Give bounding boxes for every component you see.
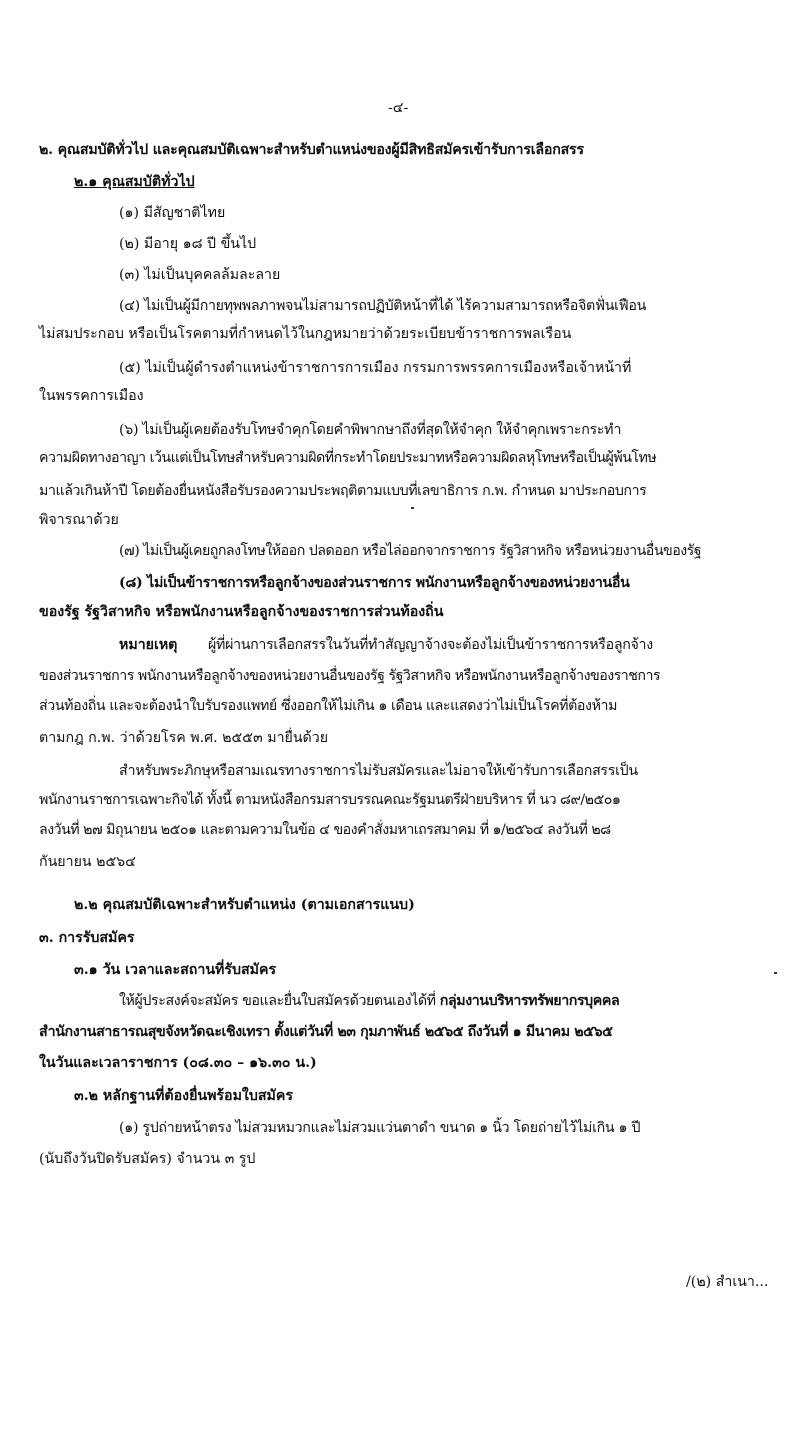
qualification-item-5-line-1: (๕) ไม่เป็นผู้ดำรงตำแหน่งข้าราชการการเมือง กรรมการพรรคการเมืองหรือเจ้าหน้าที่ (119, 360, 632, 376)
section-2-heading: ๒. คุณสมบัติทั่วไป และคุณสมบัติเฉพาะสำหรับตำแหน่งของผู้มีสิทธิสมัครเข้ารับการเลือกสรร (39, 142, 584, 158)
qualification-item-8-line-1: (๘) ไม่เป็นข้าราชการหรือลูกจ้างของส่วนราชการ พนักงานหรือลูกจ้างของหน่วยงานอื่น (119, 575, 630, 591)
qualification-item-6-line-1: (๖) ไม่เป็นผู้เคยต้องรับโทษจำคุกโดยคำพิพากษาถึงที่สุดให้จำคุก ให้จำคุกเพราะกระทำ (119, 422, 622, 438)
section-3-heading: ๓. การรับสมัคร (39, 930, 135, 946)
note-line-2: ของส่วนราชการ พนักงานหรือลูกจ้างของหน่วยงานอื่นของรัฐ รัฐวิสาหกิจ หรือพนักงานหรือลูกจ้างของราชการ (39, 668, 661, 684)
note-line-4: ตามกฎ ก.พ. ว่าด้วยโรค พ.ศ. ๒๕๕๓ มายื่นด้วย (39, 730, 329, 746)
qualification-item-6-line-2: ความผิดทางอาญา เว้นแต่เป็นโทษสำหรับความผิดที่กระทำโดยประมาทหรือความผิดลหุโทษหรือเป็นผู้พ้นโทษ (39, 450, 657, 466)
note-line-3: ส่วนท้องถิ่น และจะต้องนำใบรับรองแพทย์ ซึ่งออกให้ไม่เกิน ๑ เดือน และแสดงว่าไม่เป็นโรคที่ต้องห้าม (39, 698, 618, 714)
application-dates: ตั้งแต่วันที่ ๒๓ กุมภาพันธ์ ๒๕๖๕ ถึงวันที่ ๑ มีนาคม ๒๕๖๕ (274, 1024, 613, 1040)
section-2-1-title: ๒.๑ คุณสมบัติทั่วไป (74, 174, 195, 190)
monk-paragraph-line-1: สำหรับพระภิกษุหรือสามเณรทางราชการไม่รับสมัครและไม่อาจให้เข้ารับการเลือกสรรเป็น (119, 763, 638, 779)
qualification-item-6-line-3: มาแล้วเกินห้าปี โดยต้องยื่นหนังสือรับรองความประพฤติตามแบบที่เลขาธิการ ก.พ. กำหนด มาประกอบการ (39, 483, 647, 499)
page-number: -๔- (388, 100, 409, 116)
document-item-1-line-1: (๑) รูปถ่ายหน้าตรง ไม่สวมหมวกและไม่สวมแว่นตาดำ ขนาด ๑ นิ้ว โดยถ่ายไว้ไม่เกิน ๑ ปี (119, 1120, 641, 1136)
qualification-item-1: (๑) มีสัญชาติไทย (119, 205, 226, 221)
qualification-item-4-line-1: (๔) ไม่เป็นผู้มีกายทุพพลภาพจนไม่สามารถปฏิบัติหน้าที่ได้ ไร้ความสามารถหรือจิตฟั่นเฟือน (119, 298, 647, 314)
document-item-1-line-2: (นับถึงวันปิดรับสมัคร) จำนวน ๓ รูป (39, 1151, 256, 1167)
qualification-item-6-line-4: พิจารณาด้วย (39, 512, 119, 528)
note-line-1: ผู้ที่ผ่านการเลือกสรรในวันที่ทำสัญญาจ้างจะต้องไม่เป็นข้าราชการหรือลูกจ้าง (208, 637, 653, 653)
scan-speck (411, 507, 414, 509)
continuation-note: /(๒) สำเนา... (686, 1274, 769, 1290)
qualification-item-5-line-2: ในพรรคการเมือง (39, 388, 144, 404)
qualification-item-2: (๒) มีอายุ ๑๘ ปี ขึ้นไป (119, 236, 257, 252)
note-label: หมายเหตุ (119, 637, 178, 653)
application-place-text: ให้ผู้ประสงค์จะสมัคร ขอและยื่นใบสมัครด้วยตนเองได้ที่ (119, 993, 436, 1009)
qualification-item-3: (๓) ไม่เป็นบุคคลล้มละลาย (119, 267, 281, 283)
qualification-item-8-line-2: ของรัฐ รัฐวิสาหกิจ หรือพนักงานหรือลูกจ้างของราชการส่วนท้องถิ่น (39, 604, 444, 620)
section-2-2-title: ๒.๒ คุณสมบัติเฉพาะสำหรับตำแหน่ง (ตามเอกสารแนบ) (74, 897, 415, 913)
section-3-1-title: ๓.๑ วัน เวลาและสถานที่รับสมัคร (74, 962, 277, 978)
monk-paragraph-line-3: ลงวันที่ ๒๗ มิถุนายน ๒๕๐๑ และตามความในข้อ ๔ ของคำสั่งมหาเถรสมาคม ที่ ๑/๒๕๖๔ ลงวันที่ ๒๘ (39, 822, 611, 838)
qualification-item-4-line-2: ไม่สมประกอบ หรือเป็นโรคตามที่กำหนดไว้ในกฎหมายว่าด้วยระเบียบข้าราชการพลเรือน (39, 326, 572, 342)
hr-department-name: กลุ่มงานบริหารทรัพยากรบุคคล (439, 993, 620, 1009)
section-3-2-title: ๓.๒ หลักฐานที่ต้องยื่นพร้อมใบสมัคร (74, 1088, 293, 1104)
monk-paragraph-line-2: พนักงานราชการเฉพาะกิจได้ ทั้งนี้ ตามหนังสือกรมสารบรรณคณะรัฐมนตรีฝ่ายบริหาร ที่ นว ๘๙/๒๕๐๑ (39, 792, 621, 808)
office-name: สำนักงานสาธารณสุขจังหวัดฉะเชิงเทรา (39, 1024, 270, 1040)
application-place-line-2 (39, 1022, 612, 1042)
application-place-line-1 (119, 991, 619, 1011)
office-hours: ในวันและเวลาราชการ (๐๘.๓๐ – ๑๖.๓๐ น.) (39, 1055, 317, 1071)
monk-paragraph-line-4: กันยายน ๒๕๖๔ (39, 854, 136, 870)
qualification-item-7: (๗) ไม่เป็นผู้เคยถูกลงโทษให้ออก ปลดออก หรือไล่ออกจากราชการ รัฐวิสาหกิจ หรือหน่วยงานอื่นของรัฐ (119, 543, 702, 559)
scan-speck (774, 972, 777, 974)
